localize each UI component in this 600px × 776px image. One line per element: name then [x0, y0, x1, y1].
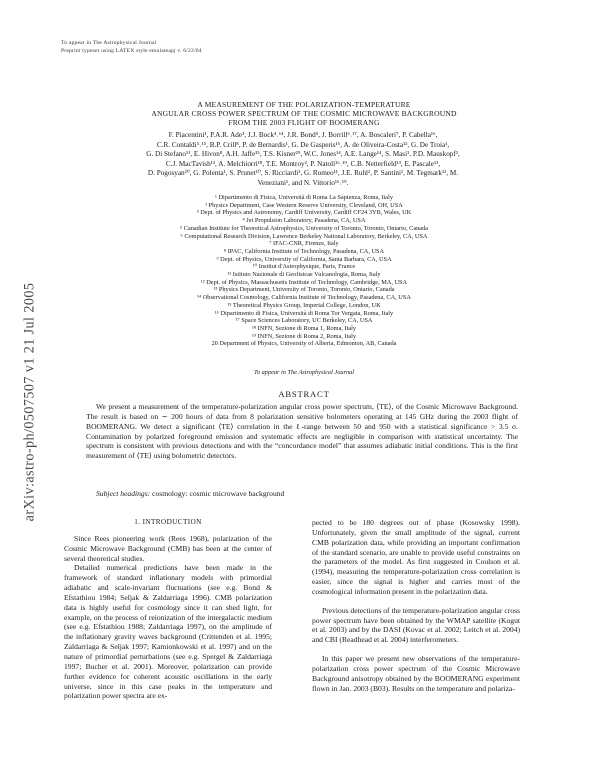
subject-value: cosmology: cosmic microwave background — [152, 489, 285, 498]
author-line: C.J. MacTavish¹³, A. Melchiorri¹⁸, T.E. Montroy², P. Natoli¹⁶˒¹⁹, C.B. Netterfield¹³, E. Pascale¹³, — [165, 159, 441, 168]
affiliation-line: ¹⁹ INFN, Sezione di Roma 2, Roma, Italy — [251, 332, 357, 340]
affiliation-line: ⁷ IFAC-CNR, Firenze, Italy — [269, 240, 339, 248]
affiliation-line: ¹⁴ Observational Cosmology, California Institute of Technology, Pasadena, CA, USA — [197, 294, 411, 302]
affiliation-line: ⁵ Canadian Institute for Theoretical Astrophysics, University of Toronto, Toronto, Ontario, Canada — [179, 224, 429, 232]
affiliation-line: ² Physics Department, Case Western Reserve University, Cleveland, OH, USA — [205, 201, 403, 209]
affiliation-line: ⁴ Jet Propulsion Laboratory, Pasadena, CA, USA — [242, 217, 366, 225]
affiliation-line: ⁶ Computational Research Division, Lawrence Berkeley National Laboratory, Berkeley, CA, USA — [180, 232, 428, 240]
body-paragraph: Previous detections of the temperature-polarization angular cross power spectrum have been obtained by the WMAP satellite (Kogut et al. 2003) and by the DASI (Kovac et al. 2002; Leitch et al. 2004) and CBI (Readhead et al. 2004) interferometers. — [312, 605, 520, 645]
affiliation-line: ¹⁸ INFN, Sezione di Roma 1, Roma, Italy — [251, 324, 357, 332]
affiliation-line: ¹³ Physics Department, University of Toronto, Toronto, Ontario, Canada — [213, 286, 395, 294]
left-column — [64, 518, 272, 701]
body-paragraph: Detailed numerical predictions have been made in the framework of standard inflationary models with primordial adiabatic and scale-invariant fluctuations (see e.g. Bond & Efstathiou 1984; Seljak & Zaldarriaga 1996). CMB polarization data is highly useful for cosmology since it can shed light, for example, on the process of reionization of the intergalactic medium (see e.g. Efstathiou 1988; Zaldarriaga 1997), on the amplitude of the inflationary gravity waves background (Crittenden et al. 1995; Zaldarriaga & Seljak 1997; Kamionkowski et al. 1997) and on the nature of primordial perturbations (see e.g. Spergel & Zaldarriaga 1997; Bucher et al. 2001). Moreover, polarization can provide further evidence for coherent acoustic oscillations in the early universe, since in this case peaks in the temperature and polarization power spectra are ex- — [64, 563, 272, 701]
affiliation-line: ¹⁵ Theoretical Physics Group, Imperial College, London, UK — [227, 301, 381, 309]
author-line: C.R. Contaldi⁵˒¹⁵, B.P. Crill⁸, P. de Bernardis¹, G. De Gasperis¹⁶, A. de Oliveira-Costa¹², G. De Troia¹, — [156, 140, 450, 149]
preprint-line: Preprint typeset using LATEX style emulateapj v. 6/22/04 — [61, 48, 202, 54]
paper-title — [70, 101, 538, 128]
body-paragraph: Since Rees pioneering work (Rees 1968), polarization of the Cosmic Microwave Background (CMB) has been at the center of several theoretical studies. — [64, 533, 272, 563]
affiliation-line: ¹⁰ Institut d'Astrophysique, Paris, France — [252, 263, 356, 271]
affiliation-line: ³ Dept. of Physics and Astronomy, Cardiff University, Cardiff CF24 3YB, Wales, UK — [196, 209, 412, 217]
affiliation-line: ¹¹ Istituto Nazionale di Geofisicae Vulcanologia, Roma, Italy — [227, 271, 381, 279]
arxiv-identifier[interactable]: arXiv:astro-ph/0507507 v1 21 Jul 2005 — [21, 282, 38, 522]
affiliations — [84, 194, 524, 348]
affiliation-line: 20 Department of Physics, University of Alberta, Edmonton, AB, Canada — [211, 340, 397, 348]
affiliation-line: ⁸ IPAC, California Institute of Technology, Pasadena, CA, USA — [223, 247, 385, 255]
author-line: F. Piacentini¹, P.A.R. Ade³, J.J. Bock⁴˒¹⁴, J.R. Bond⁵, J. Borrill⁶˒¹⁷, A. Boscaleri⁷, P. Cabella¹⁶, — [168, 131, 438, 139]
journal-line: To appear in The Astrophysical Journal — [61, 40, 157, 46]
subject-headings — [96, 489, 284, 498]
right-column — [312, 518, 520, 694]
affiliation-line: ¹ Dipartimento di Fisica, Università di Roma La Sapienza, Roma, Italy — [215, 194, 393, 201]
body-paragraph: In this paper we present new observations of the temperature-polarization cross power spectrum of the Cosmic Microwave Background anisotropy obtained by the BOOMERANG experiment flown in Jan. 2003 (B03). Results on the temperature and polariza- — [312, 654, 520, 693]
title-line: A MEASUREMENT OF THE POLARIZATION-TEMPERATURE — [197, 100, 411, 109]
title-line: ANGULAR CROSS POWER SPECTRUM OF THE COSMIC MICROWAVE BACKGROUND — [151, 108, 457, 118]
subject-label: Subject headings: — [96, 489, 151, 498]
author-line: Veneziani¹, and N. Vittorio¹⁶˒¹⁹. — [257, 178, 349, 187]
author-list — [66, 131, 540, 189]
author-line: D. Pogosyan²⁰, G. Polenta¹, S. Prunet¹⁰, S. Ricciardi¹, G. Romeo¹¹, J.E. Ruhl², P. Santini¹, M. Tegmark¹², M. — [147, 169, 459, 178]
abstract-text: We present a measurement of the temperature-polarization angular cross power spectrum, ⟨TE⟩, of the Cosmic Microwave Background. The result is based on ∼ 200 hours of data from 8 polarization sensitive bolometers operating at 145 GHz during the 2003 flight of BOOMERANG. We detect a significant ⟨TE⟩ correlation in the ℓ-range between 50 and 950 with a statistical significance > 3.5 σ. Contamination by polarized foreground emission and systematic effects are negligible in comparison with statistical uncertainty. The spectrum is consistent with previous detections and with the “concordance model” that assumes adiabatic initial conditions. This is the first measurement of ⟨TE⟩ using bolometric detectors. — [86, 402, 518, 461]
affiliation-line: ¹⁷ Space Sciences Laboratory, UC Berkeley, CA, USA — [235, 317, 373, 325]
author-line: G. Di Stefano¹¹, E. Hivon⁸, A.H. Jaffe¹⁵, T.S. Kisner²⁹, W.C. Jones¹⁴, A.E. Lange¹⁴, S. Masi¹, P.D. Mauskopf³, — [146, 150, 460, 159]
affiliation-line: ¹² Dept. of Physics, Massachusetts Institute of Technology, Cambridge, MA, USA — [200, 278, 408, 286]
body-paragraph: pected to be 180 degrees out of phase (Kosowsky 1998). Unfortunately, given the small amplitude of the signal, current CMB polarization data, while providing an important confirmation of the standard scenario, are unable to provide useful constraints on the parameters of the model. As first suggested in Coulson et al. (1994), measuring the temperature-polarization cross correlation is easier, since the signal is higher and carries most of the cosmological information present in the polarization data. — [312, 518, 520, 596]
affiliation-line: ⁹ Dept. of Physics, University of California, Santa Barbara, CA, USA — [216, 255, 392, 263]
title-line: FROM THE 2003 FLIGHT OF BOOMERANG — [228, 117, 380, 127]
appear-note: To appear in The Astrophysical Journal — [254, 369, 354, 376]
abstract-heading: ABSTRACT — [278, 389, 330, 399]
arxiv-sidebar — [8, 0, 52, 776]
section-heading: 1. INTRODUCTION — [134, 518, 202, 526]
affiliation-line: ¹⁶ Dipartimento di Fisica, Università di Roma Tor Vergata, Roma, Italy — [214, 309, 394, 317]
